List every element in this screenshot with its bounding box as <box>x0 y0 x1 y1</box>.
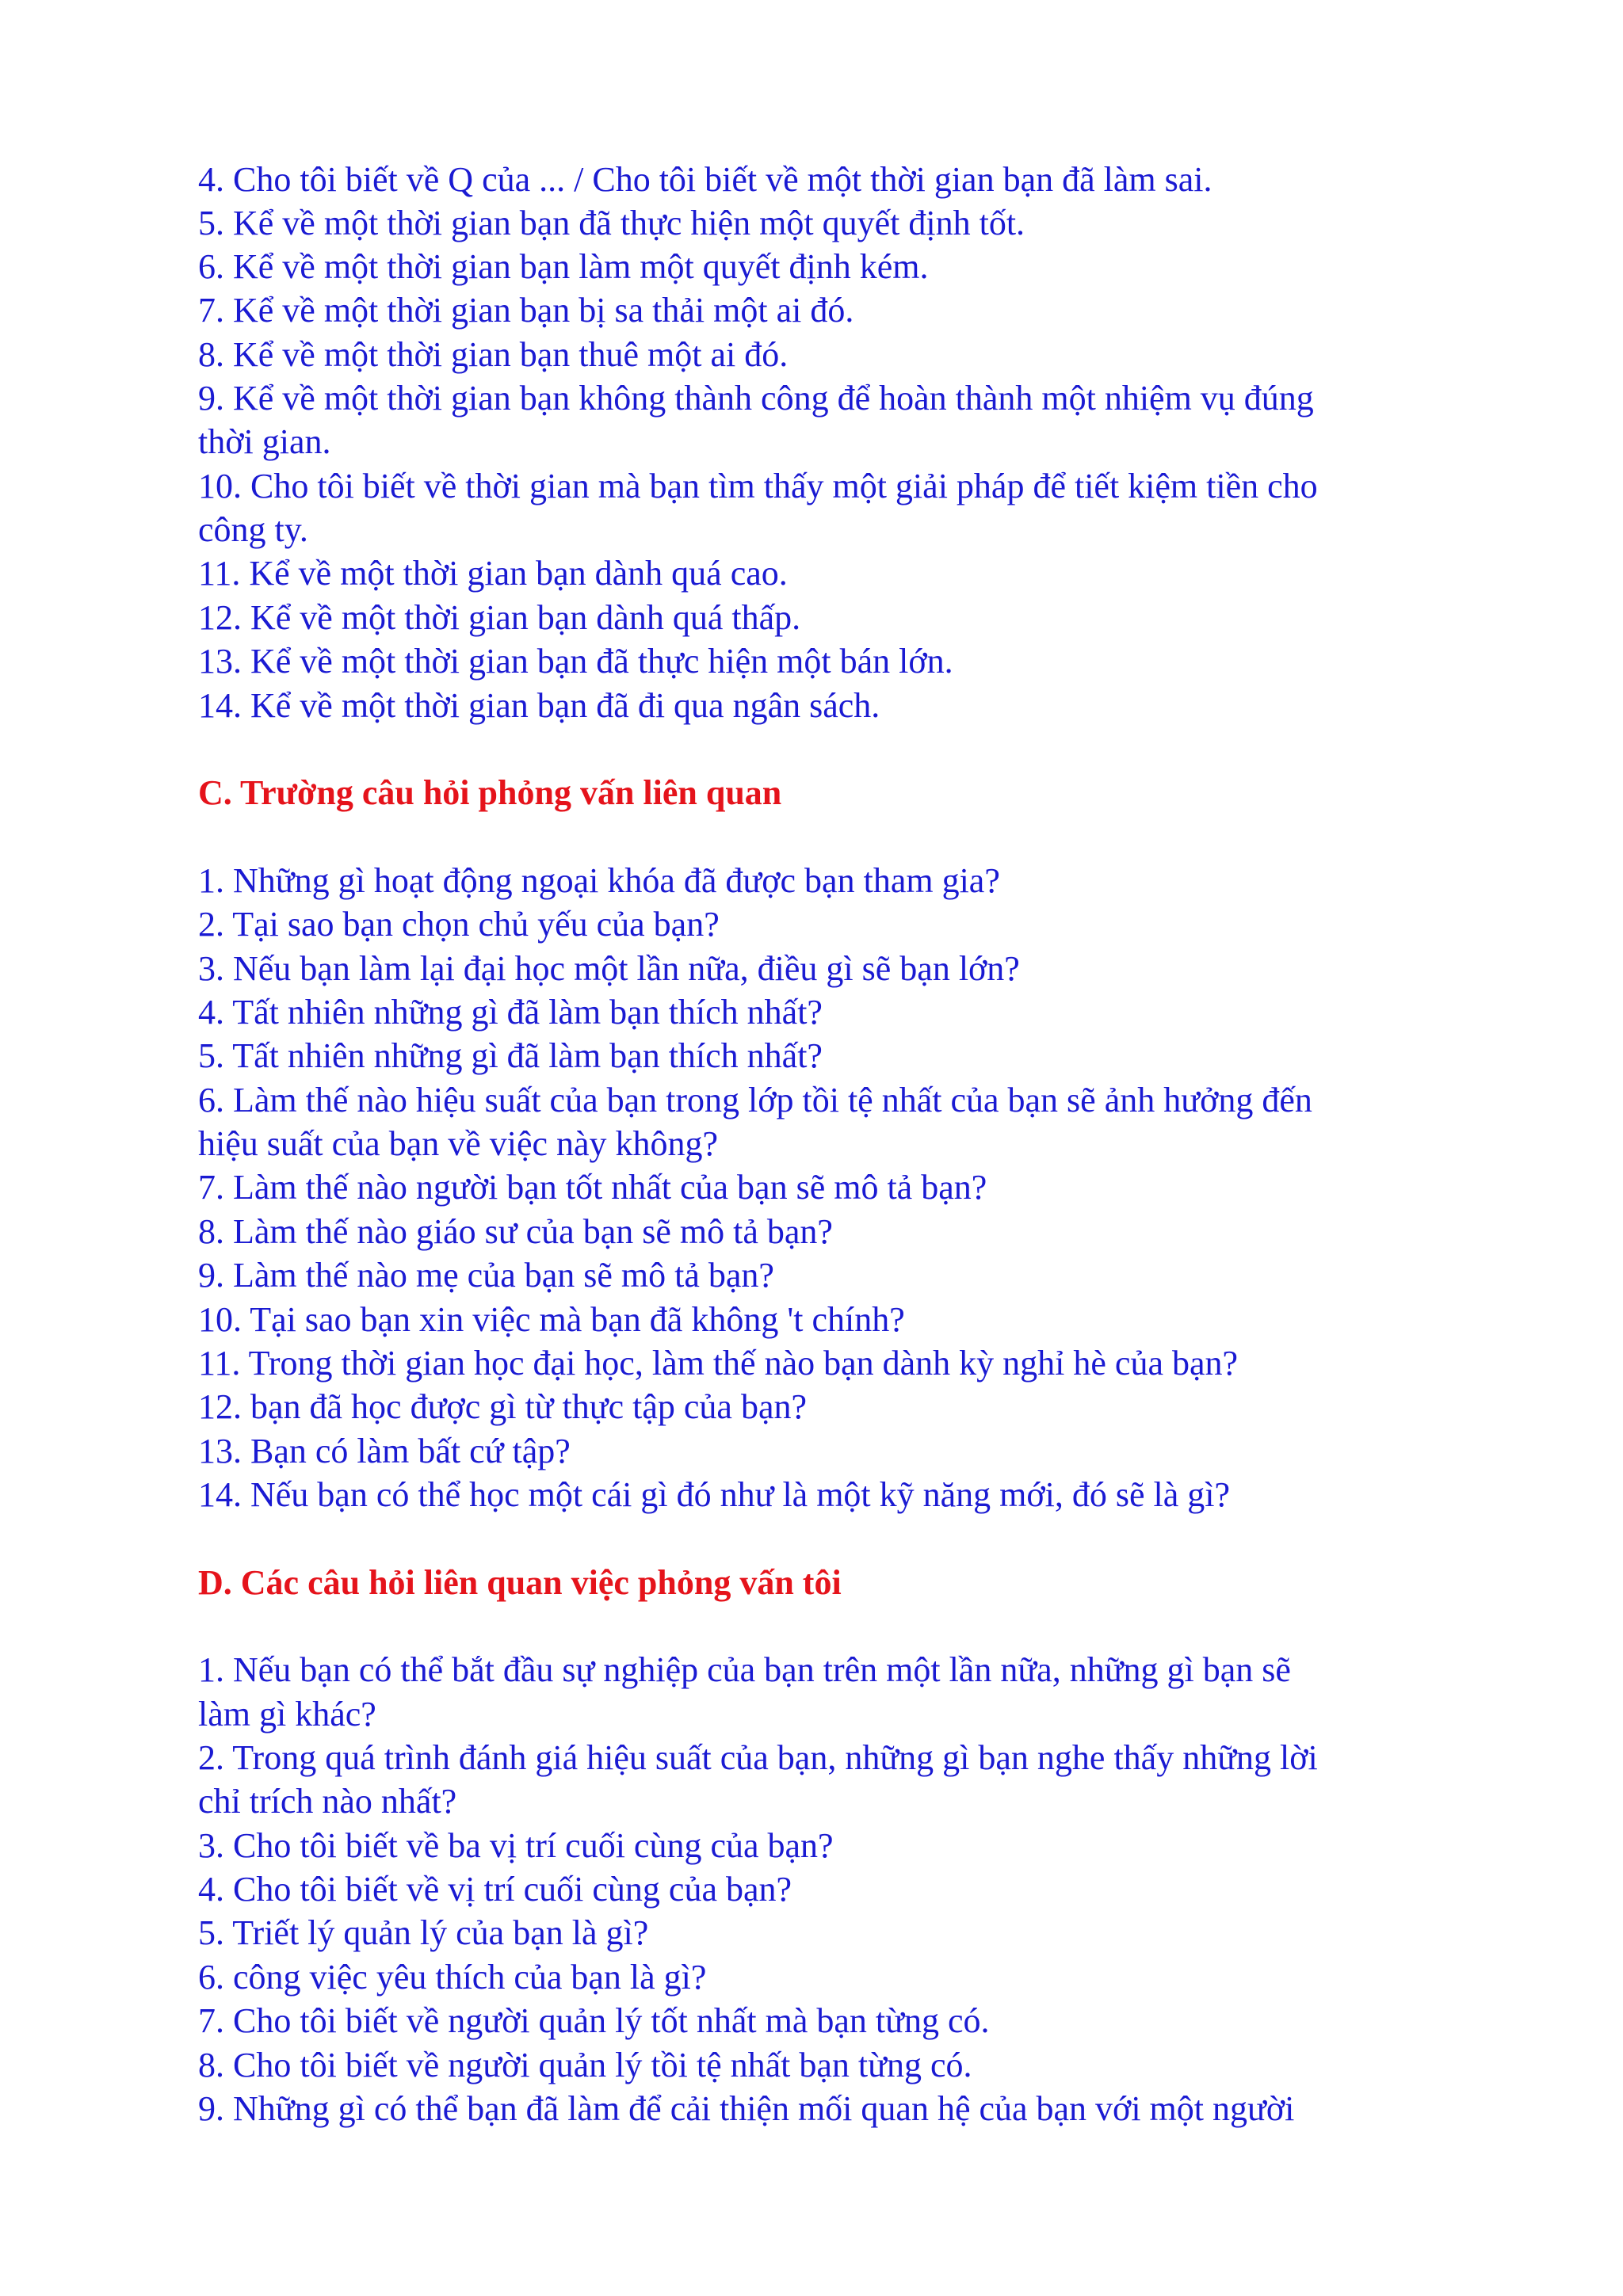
question-line: 1. Nếu bạn có thể bắt đầu sự nghiệp của bạn trên một lần nữa, những gì bạn sẽ <box>198 1650 1291 1689</box>
question-line: 3. Nếu bạn làm lại đại học một lần nữa, điều gì sẽ bạn lớn? <box>198 949 1020 988</box>
question-line: 10. Cho tôi biết về thời gian mà bạn tìm thấy một giải pháp để tiết kiệm tiền cho <box>198 467 1318 505</box>
question-line: 7. Cho tôi biết về người quản lý tốt nhất mà bạn từng có. <box>198 2001 990 2040</box>
question-line: 6. Kể về một thời gian bạn làm một quyết định kém. <box>198 247 929 286</box>
question-line: 6. Làm thế nào hiệu suất của bạn trong lớp tồi tệ nhất của bạn sẽ ảnh hưởng đến <box>198 1081 1312 1119</box>
question-line: 3. Cho tôi biết về ba vị trí cuối cùng của bạn? <box>198 1826 834 1865</box>
question-line: 9. Những gì có thể bạn đã làm để cải thiện mối quan hệ của bạn với một người <box>198 2089 1295 2128</box>
question-line: 13. Bạn có làm bất cứ tập? <box>198 1432 571 1470</box>
question-line: công ty. <box>198 510 308 549</box>
question-line: 7. Kể về một thời gian bạn bị sa thải một ai đó. <box>198 291 854 330</box>
section-heading-d: D. Các câu hỏi liên quan việc phỏng vấn tôi <box>198 1563 842 1602</box>
question-line: 12. bạn đã học được gì từ thực tập của bạn? <box>198 1387 808 1426</box>
question-line: 8. Cho tôi biết về người quản lý tồi tệ nhất bạn từng có. <box>198 2046 972 2084</box>
question-line: 8. Làm thế nào giáo sư của bạn sẽ mô tả bạn? <box>198 1212 833 1251</box>
question-line: 12. Kể về một thời gian bạn dành quá thấp. <box>198 598 801 637</box>
question-line: 9. Làm thế nào mẹ của bạn sẽ mô tả bạn? <box>198 1256 774 1295</box>
question-line: 14. Nếu bạn có thể học một cái gì đó như là một kỹ năng mới, đó sẽ là gì? <box>198 1475 1231 1514</box>
question-line: 1. Những gì hoạt động ngoại khóa đã được bạn tham gia? <box>198 861 1000 900</box>
question-line: 5. Triết lý quản lý của bạn là gì? <box>198 1913 649 1952</box>
question-line: 11. Kể về một thời gian bạn dành quá cao. <box>198 554 788 593</box>
question-line: 13. Kể về một thời gian bạn đã thực hiện một bán lớn. <box>198 642 953 681</box>
question-line: 2. Trong quá trình đánh giá hiệu suất của bạn, những gì bạn nghe thấy những lời <box>198 1738 1318 1777</box>
question-line: 4. Cho tôi biết về vị trí cuối cùng của bạn? <box>198 1870 792 1909</box>
question-line: 8. Kể về một thời gian bạn thuê một ai đó. <box>198 335 789 374</box>
question-line: 10. Tại sao bạn xin việc mà bạn đã không 't chính? <box>198 1300 905 1339</box>
question-line: 2. Tại sao bạn chọn chủ yếu của bạn? <box>198 905 720 944</box>
section-heading-c: C. Trường câu hỏi phỏng vấn liên quan <box>198 773 782 812</box>
question-line: 14. Kể về một thời gian bạn đã đi qua ngân sách. <box>198 686 880 725</box>
question-line: 4. Cho tôi biết về Q của ... / Cho tôi biết về một thời gian bạn đã làm sai. <box>198 160 1212 199</box>
question-line: thời gian. <box>198 422 331 461</box>
question-line: chỉ trích nào nhất? <box>198 1782 457 1821</box>
question-line: 4. Tất nhiên những gì đã làm bạn thích nhất? <box>198 993 823 1032</box>
question-line: hiệu suất của bạn về việc này không? <box>198 1124 719 1163</box>
question-line: 5. Tất nhiên những gì đã làm bạn thích nhất? <box>198 1036 823 1075</box>
question-line: 9. Kể về một thời gian bạn không thành công để hoàn thành một nhiệm vụ đúng <box>198 379 1314 418</box>
question-line: làm gì khác? <box>198 1695 376 1733</box>
question-line: 6. công việc yêu thích của bạn là gì? <box>198 1958 707 1997</box>
question-line: 5. Kể về một thời gian bạn đã thực hiện một quyết định tốt. <box>198 204 1025 242</box>
question-line: 11. Trong thời gian học đại học, làm thế nào bạn dành kỳ nghỉ hè của bạn? <box>198 1344 1239 1383</box>
question-line: 7. Làm thế nào người bạn tốt nhất của bạn sẽ mô tả bạn? <box>198 1168 987 1207</box>
